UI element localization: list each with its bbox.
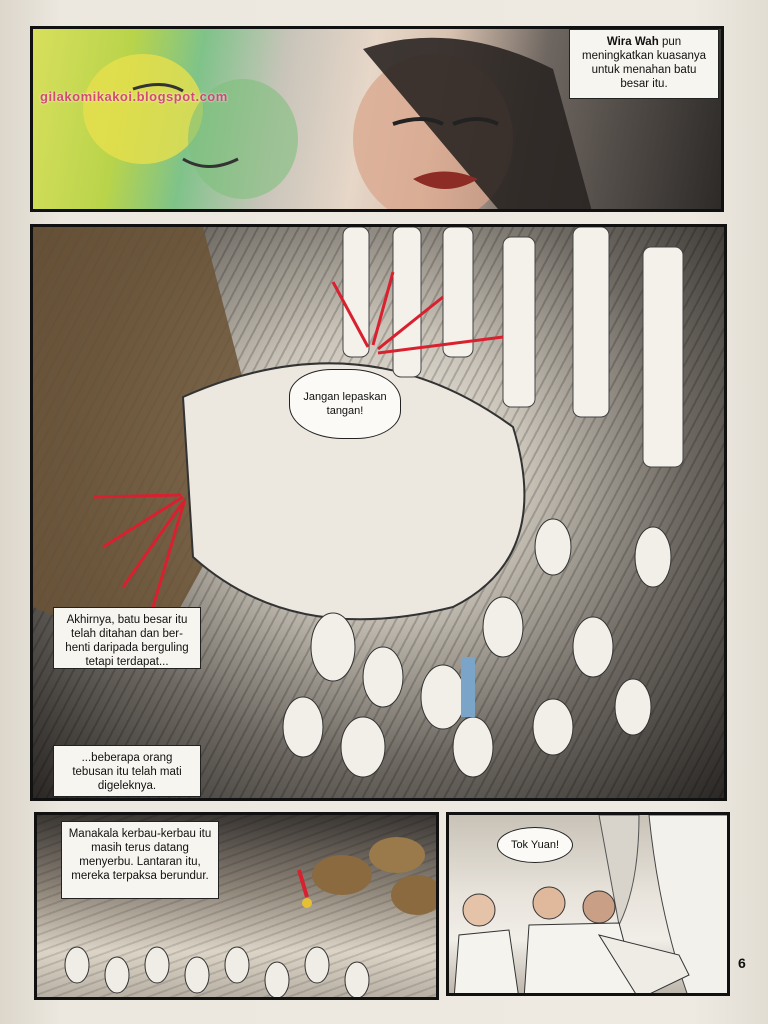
caption-text: pun meningkatkan kuasanya untuk menahan batu besar itu. — [581, 36, 707, 90]
caption-hero-name: Wira Wah — [606, 36, 659, 48]
speech-text: Jangan lepaskan tangan! — [303, 391, 387, 417]
page-number: 6 — [738, 955, 746, 971]
caption-text: Manakala kerbau-kerbau itu masih terus datang menyerbu. Lantaran itu, mereka terpaksa berundur. — [68, 828, 212, 882]
caption-text: Akhirnya, batu besar itu telah ditahan dan ber-henti daripada berguling tetapi terdapat... — [65, 614, 189, 668]
panel-2 — [30, 224, 727, 801]
narration-caption-bottom — [53, 745, 201, 797]
narration-caption — [569, 29, 719, 99]
panel-3 — [34, 812, 439, 1000]
speech-balloon — [289, 369, 401, 439]
caption-text: ...beberapa orang tebusan itu telah mati digeleknya. — [72, 752, 182, 792]
speech-text: Tok Yuan! — [510, 839, 560, 851]
panel-4-artwork — [449, 815, 730, 996]
panel-1 — [30, 26, 724, 212]
panel-4 — [446, 812, 730, 996]
watermark-text: gilakomikakoi.blogspot.com — [40, 89, 228, 104]
narration-caption-top — [53, 607, 201, 669]
narration-caption — [61, 821, 219, 899]
panel-2-artwork — [33, 227, 727, 801]
speech-balloon — [497, 827, 573, 863]
